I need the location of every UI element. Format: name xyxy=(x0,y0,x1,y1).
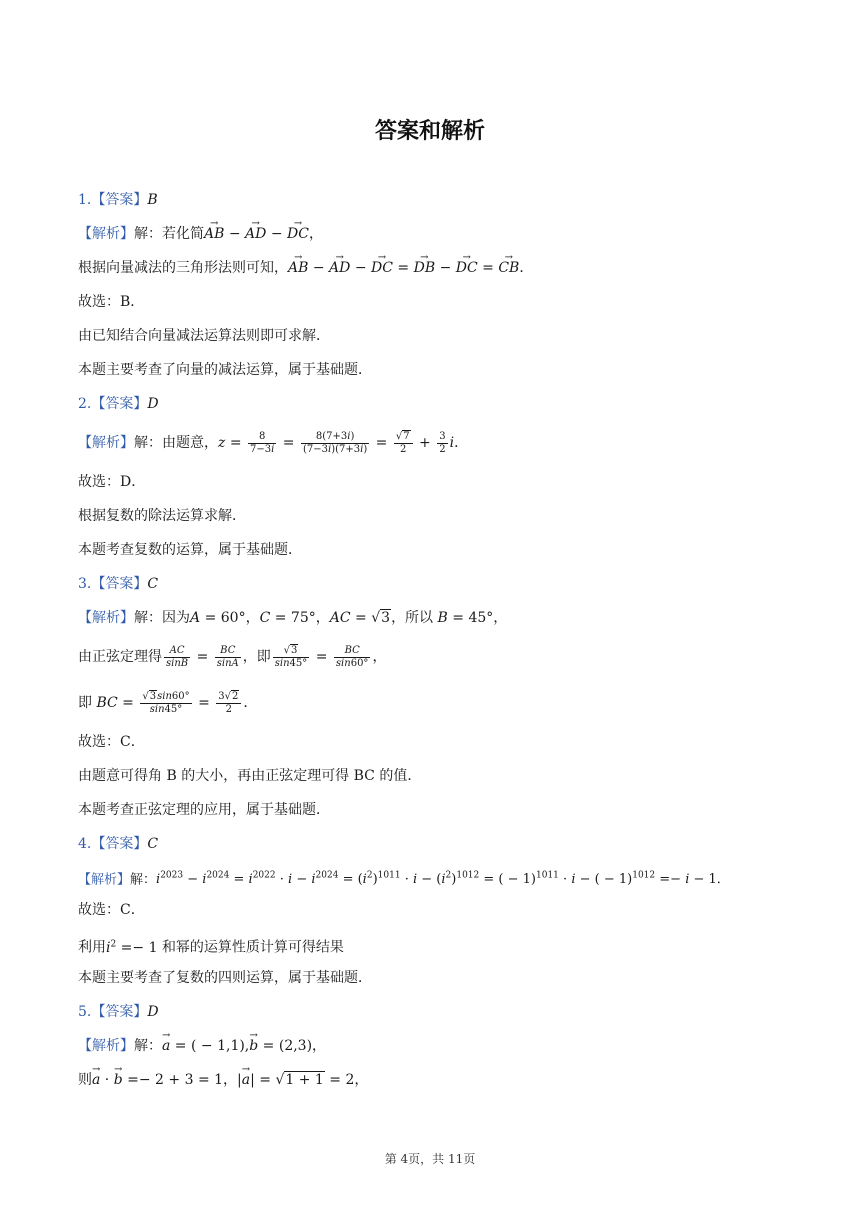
analysis-text: 利用 xyxy=(78,939,106,956)
analysis-line: 本题考查正弦定理的应用，属于基础题． xyxy=(78,802,330,818)
analysis-tag: 【解析】 xyxy=(78,1038,134,1054)
question-number: 2. xyxy=(78,396,92,412)
answer-header-3 xyxy=(78,574,158,594)
analysis-line: 【解析】解：由题意，z = $\frac{8}{7-3i}$ = $\frac{8(7+3i)}{(7-3i)(7+3i)}$ = $\frac{√7}{2}$ + $\frac{3}{2}$ i． xyxy=(78,430,469,455)
page-title: 答案和解析 xyxy=(374,119,485,144)
analysis-line xyxy=(78,1070,368,1090)
analysis-tag: 【解析】 xyxy=(78,435,134,451)
analysis-line xyxy=(78,934,344,958)
answer-letter: B xyxy=(147,192,158,208)
analysis-text: 根据向量减法的三角形法则可知， xyxy=(78,260,288,276)
analysis-line: 本题考查复数的运算，属于基础题． xyxy=(78,542,302,558)
analysis-line: 本题主要考查了复数的四则运算，属于基础题． xyxy=(78,970,372,986)
formula: → AB − → AD − → DC = → DB − → DC = → CB xyxy=(288,260,519,276)
question-number: 4. xyxy=(78,836,92,852)
analysis-line: 故选：C． xyxy=(78,734,145,750)
analysis-text: 解：因为 xyxy=(134,610,190,626)
formula: → a = ( − 1,1),→ b = (2,3)， xyxy=(162,1038,326,1054)
formula: $i^{2023} - i^{2024} = i^{2022} \cdot i - i^{2024} = (i^2)^{1011} \cdot i - (i^2)^{1012}$ = ( − 1)$^{1011}$ · i − ( − 1)$^{1012}$ =− i − 1． xyxy=(156,871,730,888)
analysis-line: 由已知结合向量减法运算法则即可求解． xyxy=(78,328,330,344)
analysis-text: 解： xyxy=(130,872,157,888)
answer-tag: 【答案】 xyxy=(91,576,148,592)
analysis-line xyxy=(78,608,507,628)
analysis-line: 故选：C． xyxy=(78,902,145,918)
analysis-line: 故选：B． xyxy=(78,294,145,310)
page-footer: 第 4页，共 11页 xyxy=(384,1152,476,1166)
analysis-line xyxy=(78,866,730,890)
analysis-line xyxy=(78,1036,326,1056)
answer-tag: 【答案】 xyxy=(91,192,148,208)
answer-header-4 xyxy=(78,834,158,854)
analysis-line xyxy=(78,644,386,670)
answer-letter: D xyxy=(147,1004,159,1020)
question-number: 5. xyxy=(78,1004,92,1020)
formula: $i^2 =- 1$ xyxy=(106,939,162,956)
formula: → AB − → AD − → DC xyxy=(204,226,309,242)
analysis-line: 本题主要考查了向量的减法运算，属于基础题． xyxy=(78,362,372,378)
answer-header-1 xyxy=(78,190,158,210)
question-number: 1. xyxy=(78,192,92,208)
answer-tag: 【答案】 xyxy=(91,396,148,412)
answer-header-5 xyxy=(78,1002,159,1022)
analysis-line: 根据向量减法的三角形法则可知，→ AB − → AD − → DC = → DB − → DC = → CB． xyxy=(78,258,533,278)
analysis-text: 解：由题意， xyxy=(134,435,218,451)
answer-letter: C xyxy=(147,576,159,592)
analysis-tag: 【解析】 xyxy=(78,226,134,242)
formula: A = 60°，C = 75°，AC = √3，所以 B = 45°， xyxy=(190,610,508,626)
answer-tag: 【答案】 xyxy=(91,1004,148,1020)
analysis-text: 则 xyxy=(78,1072,92,1088)
analysis-line: 即 BC = $\frac{√3\sin 60^\circ}{\sin 45^\circ}$ = $\frac{3√2}{2}$ ． xyxy=(78,690,258,715)
formula: → a · → b =− 2 + 3 = 1，|→ a| = √1 + 1 = 2， xyxy=(92,1072,368,1088)
analysis-text: 解：若化简 xyxy=(134,226,204,242)
answer-letter: C xyxy=(147,836,159,852)
analysis-text: 和幂的运算性质计算可得结果 xyxy=(161,939,344,956)
analysis-line: 由题意可得角 B 的大小，再由正弦定理可得 BC 的值． xyxy=(78,768,422,784)
question-number: 3. xyxy=(78,576,92,592)
answer-letter: D xyxy=(147,396,159,412)
answer-header-2 xyxy=(78,394,159,414)
analysis-text: 由正弦定理得 xyxy=(78,649,162,665)
analysis-line: 故选：D． xyxy=(78,474,146,490)
formula: BC = $\frac{√3\sin 60^\circ}{\sin 45^\circ}$ = $\frac{3√2}{2}$ xyxy=(96,695,243,711)
formula: $\frac{AC}{\sin B}$ = $\frac{BC}{\sin A}$ ，即 $\frac{√3}{\sin 45^\circ}$ = $\frac{BC}{\sin 60^\circ}$ ， xyxy=(166,644,387,669)
analysis-tag: 【解析】 xyxy=(78,610,134,626)
analysis-text: 即 xyxy=(78,695,92,711)
answer-tag: 【答案】 xyxy=(91,836,148,852)
analysis-line: 根据复数的除法运算求解． xyxy=(78,508,246,524)
analysis-text: 解： xyxy=(134,1038,162,1054)
analysis-tag: 【解析】 xyxy=(78,872,131,888)
formula: z = $\frac{8}{7-3i}$ = $\frac{8(7+3i)}{(7-3i)(7+3i)}$ = $\frac{√7}{2}$ + $\frac{3}{2}$ i xyxy=(218,430,455,455)
analysis-line: 【解析】解：若化简→ AB − → AD − → DC， xyxy=(78,224,323,244)
